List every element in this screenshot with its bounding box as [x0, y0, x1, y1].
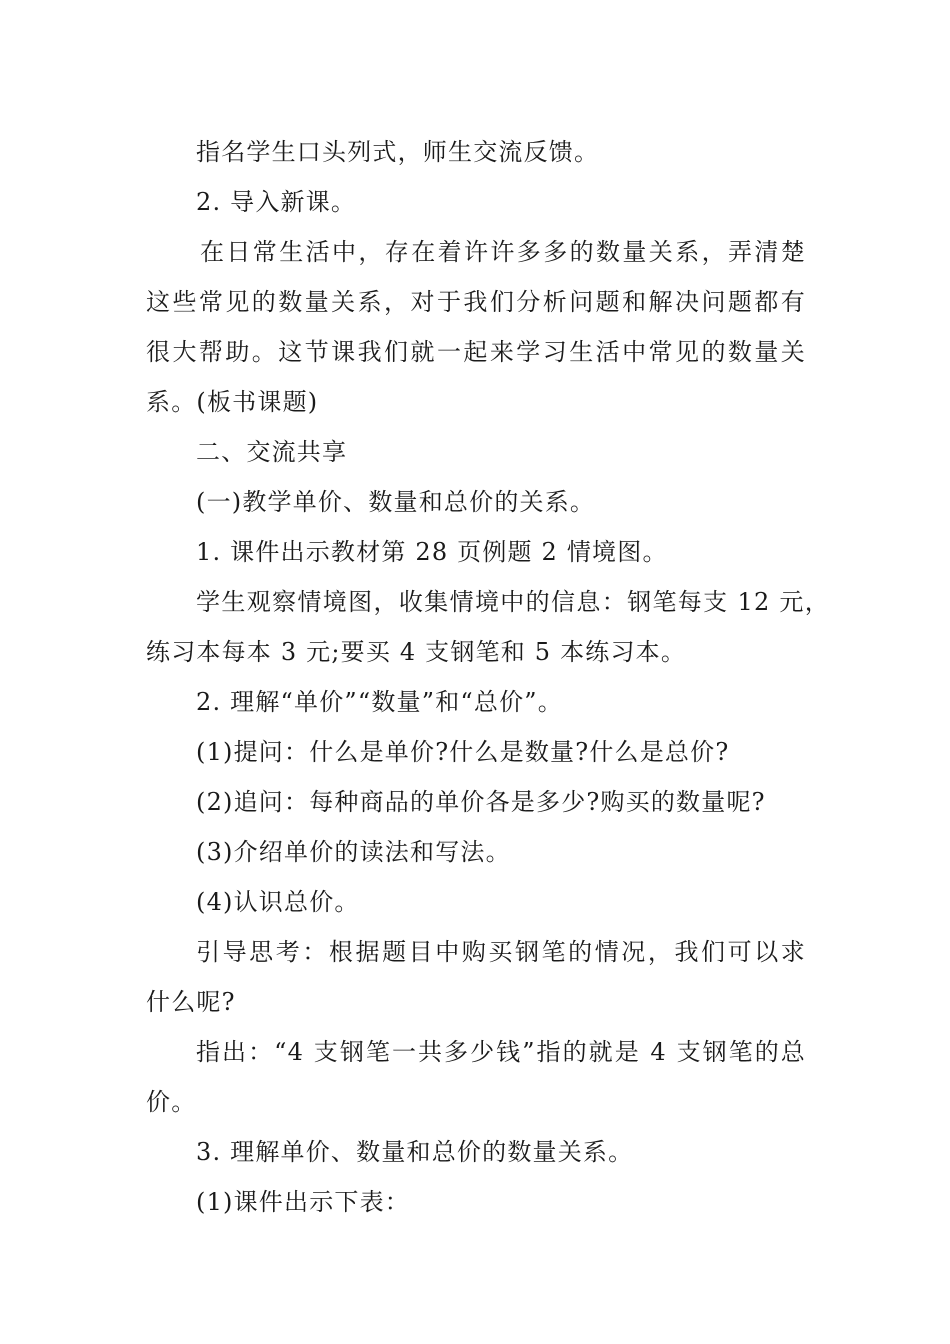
paragraph-line: 很大帮助。这节课我们就一起来学习生活中常见的数量关 — [146, 338, 806, 366]
paragraph-line: 指出：“4 支钢笔一共多少钱”指的就是 4 支钢笔的总 — [196, 1038, 806, 1066]
section-heading: 3. 理解单价、数量和总价的数量关系。 — [196, 1138, 634, 1166]
section-heading: (一)教学单价、数量和总价的关系。 — [196, 488, 596, 516]
section-heading: 2. 理解“单价”“数量”和“总价”。 — [196, 688, 563, 716]
section-heading: 二、交流共享 — [196, 438, 348, 466]
paragraph-line: 在日常生活中，存在着许许多多的数量关系，弄清楚 — [200, 238, 806, 266]
paragraph-line: (1)提问：什么是单价?什么是数量?什么是总价? — [196, 738, 730, 766]
section-heading: 2. 导入新课。 — [196, 188, 357, 216]
paragraph-line: 学生观察情境图，收集情境中的信息：钢笔每支 12 元， — [196, 588, 830, 616]
paragraph-line: 什么呢? — [146, 988, 236, 1016]
paragraph-line: 引导思考：根据题目中购买钢笔的情况，我们可以求 — [196, 938, 806, 966]
paragraph-line: 价。 — [146, 1088, 197, 1116]
paragraph-line: (2)追问：每种商品的单价各是多少?购买的数量呢? — [196, 788, 766, 816]
paragraph-line: (3)介绍单价的读法和写法。 — [196, 838, 511, 866]
paragraph-line: 这些常见的数量关系，对于我们分析问题和解决问题都有 — [146, 288, 806, 316]
paragraph-line: 指名学生口头列式，师生交流反馈。 — [196, 138, 600, 166]
paragraph-line: (1)课件出示下表： — [196, 1188, 410, 1216]
paragraph-line: (4)认识总价。 — [196, 888, 360, 916]
paragraph-line: 系。(板书课题) — [146, 388, 319, 416]
paragraph-line: 练习本每本 3 元;要买 4 支钢笔和 5 本练习本。 — [146, 638, 687, 666]
paragraph-line: 1. 课件出示教材第 28 页例题 2 情境图。 — [196, 538, 668, 566]
